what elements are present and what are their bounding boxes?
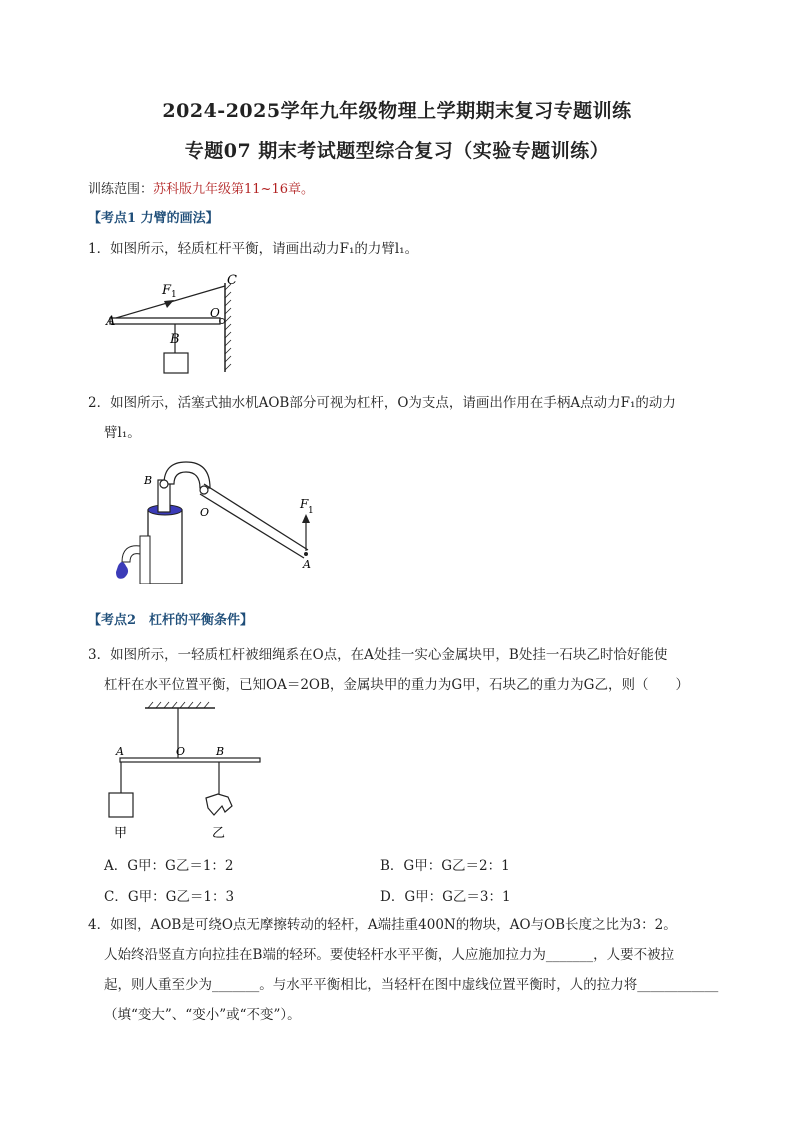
question-3-line2: 杠杆在水平位置平衡，已知OA＝2OB，金属块甲的重力为G甲，石块乙的重力为G乙，则（ ） [104,677,689,693]
question-4-line2: 人始终沿竖直方向拉挂在B端的轻环。要使轻杆水平平衡，人应施加拉力为_______，人要不被拉 [104,947,675,963]
fig3-label-A: A [116,745,124,758]
question-4 [88,910,728,1030]
fig3-ceiling-hatch [148,702,209,708]
fig1-label-B: B [170,332,180,347]
scope-value: 苏科版九年级第11~16章。 [153,182,314,197]
fig3-lever-bar [120,758,260,762]
question-1: 1．如图所示，轻质杠杆平衡，请画出动力F₁的力臂l₁。 [88,241,419,257]
fig3-block-jia [109,793,133,817]
question-3 [88,640,718,700]
question-2-line2: 臂l₁。 [104,425,141,441]
fig1-label-F: F [162,283,172,298]
fig1-label-C: C [227,273,237,288]
fig3-label-jia: 甲 [114,826,128,841]
fig1-force-arrow [164,300,174,308]
option-d: D．G甲：G乙＝3：1 [380,889,511,905]
fig3-stone-yi [206,794,232,815]
fig2-point-A [304,552,308,556]
fig1-lever-bar [110,318,220,324]
scope-label: 训练范围： [88,182,154,197]
question-2 [88,388,718,448]
fig2-water-splash [116,562,128,579]
fig2-label-F-sub: 1 [308,506,314,516]
doc-title: 2024-2025学年九年级物理上学期期末复习专题训练 [162,100,632,122]
section-heading-2: 【考点2 杠杆的平衡条件】 [88,613,254,628]
fig2-pump-cylinder [148,510,182,584]
fig2-handle-bottom [200,494,304,558]
fig1-label-O: O [210,306,220,320]
option-b: B．G甲：G乙＝2：1 [380,858,510,874]
option-c: C．G甲：G乙＝1：3 [104,889,235,905]
doc-subtitle: 专题07 期末考试题型综合复习（实验专题训练） [184,140,610,162]
fig3-label-B: B [216,745,225,758]
question-4-line3: 起，则人重至少为_______。与水平平衡相比，当轻杆在图中虚线位置平衡时，人的拉力将____________ [104,977,719,993]
fig1-wall-hatch [225,284,231,370]
fig2-handle-top [204,484,308,550]
question-3-line1: 3．如图所示，一轻质杠杆被细绳系在O点，在A处挂一实心金属块甲，B处挂一石块乙时恰好能使 [88,647,668,663]
figure-3-lever [100,700,270,842]
fig2-pivot-O [200,486,208,494]
question-2-line1: 2．如图所示，活塞式抽水机AOB部分可视为杠杆，O为支点，请画出作用在手柄A点动力F₁的动力 [88,395,676,411]
option-a: A．G甲：G乙＝1：2 [104,858,234,874]
question-4-line1: 4．如图，AOB是可绕O点无摩擦转动的轻杆，A端挂重400N的物块，AO与OB长度之比为3：2。 [88,917,677,933]
fig2-label-B: B [144,474,153,487]
fig1-label-F-sub: 1 [171,290,177,300]
question-4-line4: （填“变大”、“变小”或“不变”）。 [104,1007,301,1023]
fig2-spout [122,546,140,562]
fig2-joint-B [160,480,168,488]
training-scope [88,178,314,197]
fig2-handle-arc [164,462,210,488]
fig3-label-O: O [176,745,186,758]
fig2-label-A: A [303,558,311,571]
figure-2-pump [100,458,330,584]
fig2-pump-back [140,536,150,584]
figure-1-lever [100,268,250,380]
fig3-label-yi: 乙 [212,826,226,841]
fig1-label-A: A [106,314,116,329]
fig2-label-F: F [300,497,309,511]
fig1-weight [164,353,188,373]
section-heading-1: 【考点1 力臂的画法】 [88,211,219,226]
fig2-label-O: O [200,506,210,519]
